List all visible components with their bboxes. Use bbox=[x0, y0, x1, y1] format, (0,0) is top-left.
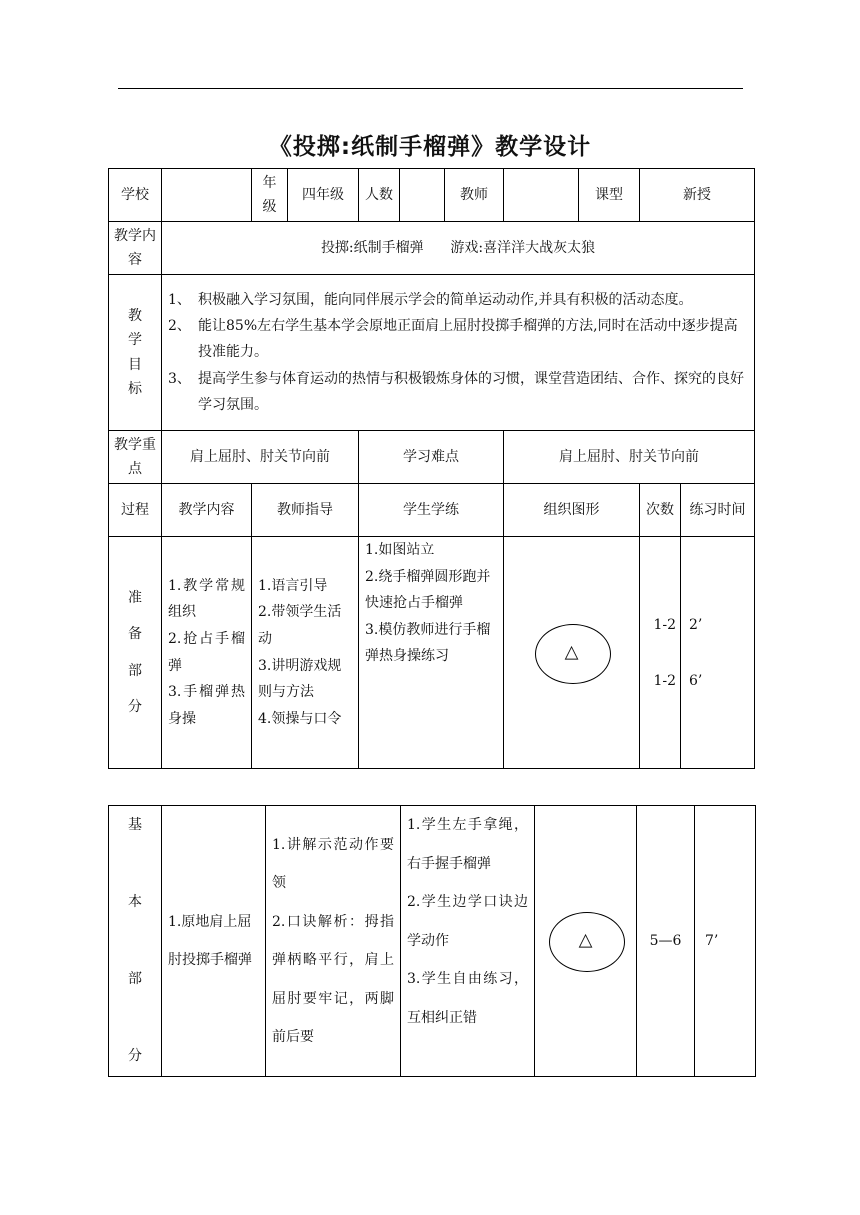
basic-student bbox=[401, 806, 535, 1077]
basic-teacher bbox=[266, 806, 401, 1077]
prep-teacher-item: 3.讲明游戏规则与方法 bbox=[258, 657, 342, 701]
prep-teacher-item: 4.领操与口令 bbox=[258, 710, 342, 727]
prep-duration-item: 6’ bbox=[689, 672, 703, 689]
goal-text: 积极融入学习氛围，能向同伴展示学会的简单运动动作,并具有积极的活动态度。 bbox=[198, 292, 693, 309]
count-label: 人数 bbox=[359, 169, 400, 222]
formation-diagram bbox=[508, 613, 635, 693]
basic-formation bbox=[535, 806, 637, 1077]
prep-teacher bbox=[252, 537, 359, 769]
prep-teacher-item: 1.语言引导 bbox=[258, 577, 328, 594]
basic-teacher-item: 2.口诀解析：拇指弹柄略平行，肩上屈肘要牢记，两脚前后要 bbox=[272, 913, 394, 1045]
goal-text: 提高学生参与体育运动的热情与积极锻炼身体的习惯，课堂营造团结、合作、探究的良好学习氛围。 bbox=[198, 370, 744, 413]
grade-value: 四年级 bbox=[288, 169, 359, 222]
prep-student-item: 2.绕手榴弹圆形跑并快速抢占手榴弹 bbox=[365, 568, 491, 612]
basic-teacher-item: 1.讲解示范动作要领 bbox=[272, 836, 394, 891]
teacher-label: 教师 bbox=[445, 169, 504, 222]
lesson-plan-table bbox=[108, 168, 755, 769]
prep-content bbox=[162, 537, 252, 769]
basic-label-char: 本 bbox=[128, 894, 142, 911]
difficulty-value: 肩上屈肘、肘关节向前 bbox=[504, 431, 755, 484]
prep-student-item: 1.如图站立 bbox=[365, 542, 435, 558]
prep-teacher-item: 2.带领学生活动 bbox=[258, 604, 342, 647]
prep-duration bbox=[681, 537, 755, 769]
lesson-type-value: 新授 bbox=[640, 169, 755, 222]
page-title: 《投掷:纸制手榴弹》教学设计 bbox=[268, 134, 592, 160]
col-content: 教学内容 bbox=[162, 484, 252, 537]
col-process: 过程 bbox=[109, 484, 162, 537]
triangle-icon: △ bbox=[578, 929, 593, 951]
teacher-value bbox=[504, 169, 579, 222]
goals-label bbox=[109, 275, 162, 431]
prep-label-char: 部 bbox=[128, 662, 142, 679]
prep-student-item: 3.模仿教师进行手榴弹热身操练习 bbox=[365, 621, 491, 665]
school-value bbox=[162, 169, 252, 222]
basic-student-item: 3.学生自由练习，互相纠正错 bbox=[407, 971, 528, 1026]
basic-label-char: 部 bbox=[128, 971, 142, 988]
key-point-value: 肩上屈肘、肘关节向前 bbox=[162, 431, 359, 484]
prep-duration-item: 2’ bbox=[689, 616, 703, 633]
prep-content-item: 2.抢占手榴弹 bbox=[168, 630, 245, 674]
formation-diagram bbox=[539, 901, 632, 981]
goal-number: 2、 bbox=[168, 318, 191, 335]
goals-label-char: 标 bbox=[128, 381, 142, 397]
goal-number: 1、 bbox=[168, 292, 191, 309]
basic-label-char: 基 bbox=[128, 817, 142, 834]
header-rule bbox=[118, 88, 743, 89]
prep-label-char: 备 bbox=[128, 626, 142, 643]
lesson-plan-table-continued bbox=[108, 805, 756, 1077]
basic-label bbox=[109, 806, 162, 1077]
basic-student-item: 2.学生边学口诀边学动作 bbox=[407, 894, 528, 949]
basic-student-item: 1.学生左手拿绳，右手握手榴弹 bbox=[407, 817, 528, 872]
col-duration: 练习时间 bbox=[681, 484, 755, 537]
prep-content-item: 3.手榴弹热身操 bbox=[168, 684, 245, 727]
col-times: 次数 bbox=[640, 484, 681, 537]
prep-times-item: 1-2 bbox=[653, 616, 676, 633]
lesson-type-label: 课型 bbox=[579, 169, 640, 222]
goal-item bbox=[168, 366, 750, 418]
prep-label-char: 准 bbox=[128, 589, 142, 606]
content-value: 投掷:纸制手榴弹 游戏:喜洋洋大战灰太狼 bbox=[162, 222, 755, 275]
count-value bbox=[400, 169, 445, 222]
goals-label-char: 学 bbox=[128, 332, 142, 348]
basic-content-text: 1.原地肩上屈肘投掷手榴弹 bbox=[168, 913, 252, 968]
key-point-label: 教学重点 bbox=[109, 431, 162, 484]
school-label: 学校 bbox=[109, 169, 162, 222]
goal-item bbox=[168, 287, 750, 313]
prep-formation bbox=[504, 537, 640, 769]
basic-duration: 7’ bbox=[695, 806, 756, 1077]
prep-content-item: 1.教学常规组织 bbox=[168, 577, 245, 621]
goal-item bbox=[168, 313, 750, 365]
goals-label-char: 目 bbox=[128, 356, 142, 373]
prep-student bbox=[359, 537, 504, 769]
basic-content bbox=[162, 806, 266, 1077]
prep-times bbox=[640, 537, 681, 769]
col-formation: 组织图形 bbox=[504, 484, 640, 537]
basic-label-char: 分 bbox=[128, 1048, 142, 1065]
triangle-icon: △ bbox=[564, 641, 579, 663]
col-teacher-guide: 教师指导 bbox=[252, 484, 359, 537]
grade-label: 年级 bbox=[252, 169, 288, 222]
prep-label-char: 分 bbox=[128, 698, 142, 715]
difficulty-label: 学习难点 bbox=[359, 431, 504, 484]
col-student-practice: 学生学练 bbox=[359, 484, 504, 537]
goals-label-char: 教 bbox=[128, 307, 142, 324]
goal-text: 能让85%左右学生基本学会原地正面肩上屈肘投掷手榴弹的方法,同时在活动中逐步提高投准能力。 bbox=[198, 318, 738, 361]
prep-label bbox=[109, 537, 162, 769]
basic-times: 5—6 bbox=[637, 806, 695, 1077]
goals-list bbox=[162, 275, 755, 431]
prep-times-item: 1-2 bbox=[653, 672, 676, 689]
goal-number: 3、 bbox=[168, 370, 191, 387]
content-label: 教学内容 bbox=[109, 222, 162, 275]
